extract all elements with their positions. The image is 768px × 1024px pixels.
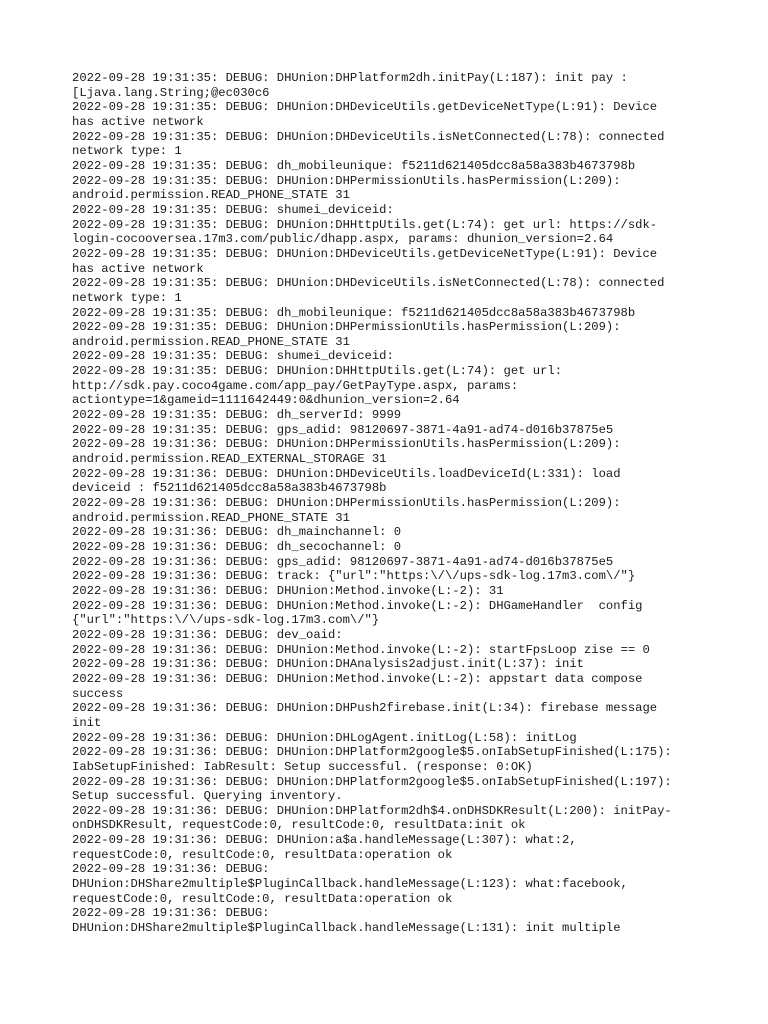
log-line: 2022-09-28 19:31:36: DEBUG: gps_adid: 98120697-3871-4a91-ad74-d016b37875e5 xyxy=(72,554,614,569)
log-text-block xyxy=(72,71,700,936)
log-line: 2022-09-28 19:31:35: DEBUG: shumei_deviceid: xyxy=(72,349,394,364)
log-line: 2022-09-28 19:31:36: DEBUG: dev_oaid: xyxy=(72,627,343,642)
log-line: [Ljava.lang.String;@ec030c6 xyxy=(72,85,270,100)
log-line: android.permission.READ_EXTERNAL_STORAGE 31 xyxy=(72,452,387,467)
log-line: 2022-09-28 19:31:35: DEBUG: DHUnion:DHDeviceUtils.isNetConnected(L:78): connected xyxy=(72,129,665,144)
log-line: requestCode:0, resultCode:0, resultData:operation ok xyxy=(72,891,453,906)
log-line: 2022-09-28 19:31:36: DEBUG: DHUnion:DHPlatform2google$5.onIabSetupFinished(L:197): xyxy=(72,774,672,789)
log-line: {"url":"https:\/\/ups-sdk-log.17m3.com\/"} xyxy=(72,613,380,628)
log-line: 2022-09-28 19:31:36: DEBUG: DHUnion:DHPlatform2dh$4.onDHSDKResult(L:200): initPay- xyxy=(72,803,672,818)
log-line: network type: 1 xyxy=(72,290,182,305)
log-line: 2022-09-28 19:31:36: DEBUG: DHUnion:DHPush2firebase.init(L:34): firebase message xyxy=(72,701,658,716)
log-line: has active network xyxy=(72,114,204,129)
log-line: requestCode:0, resultCode:0, resultData:operation ok xyxy=(72,847,453,862)
log-line: 2022-09-28 19:31:36: DEBUG: track: {"url":"https:\/\/ups-sdk-log.17m3.com\/"} xyxy=(72,569,636,584)
log-line: 2022-09-28 19:31:35: DEBUG: gps_adid: 98120697-3871-4a91-ad74-d016b37875e5 xyxy=(72,422,614,437)
log-line: DHUnion:DHShare2multiple$PluginCallback.handleMessage(L:131): init multiple xyxy=(72,921,621,936)
log-line: 2022-09-28 19:31:35: DEBUG: DHUnion:DHHttpUtils.get(L:74): get url: https://sdk- xyxy=(72,217,658,232)
log-line: 2022-09-28 19:31:36: DEBUG: DHUnion:DHPermissionUtils.hasPermission(L:209): xyxy=(72,437,621,452)
log-line: 2022-09-28 19:31:36: DEBUG: DHUnion:Method.invoke(L:-2): startFpsLoop zise == 0 xyxy=(72,642,650,657)
log-line: 2022-09-28 19:31:35: DEBUG: dh_mobileunique: f5211d621405dcc8a58a383b4673798b xyxy=(72,158,636,173)
log-line: 2022-09-28 19:31:36: DEBUG: DHUnion:DHAnalysis2adjust.init(L:37): init xyxy=(72,657,584,672)
log-line: 2022-09-28 19:31:36: DEBUG: DHUnion:Method.invoke(L:-2): appstart data compose xyxy=(72,671,643,686)
log-line: 2022-09-28 19:31:35: DEBUG: DHUnion:DHDeviceUtils.getDeviceNetType(L:91): Device xyxy=(72,246,658,261)
log-line: 2022-09-28 19:31:35: DEBUG: DHUnion:DHPermissionUtils.hasPermission(L:209): xyxy=(72,173,621,188)
log-line: 2022-09-28 19:31:35: DEBUG: DHUnion:DHDeviceUtils.getDeviceNetType(L:91): Device xyxy=(72,100,658,115)
log-line: 2022-09-28 19:31:36: DEBUG: DHUnion:DHLogAgent.initLog(L:58): initLog xyxy=(72,730,577,745)
log-line: 2022-09-28 19:31:36: DEBUG: DHUnion:DHDeviceUtils.loadDeviceId(L:331): load xyxy=(72,466,621,481)
log-line: 2022-09-28 19:31:35: DEBUG: shumei_deviceid: xyxy=(72,202,394,217)
log-line: onDHSDKResult, requestCode:0, resultCode:0, resultData:init ok xyxy=(72,818,526,833)
log-line: http://sdk.pay.coco4game.com/app_pay/GetPayType.aspx, params: xyxy=(72,378,519,393)
log-line: 2022-09-28 19:31:35: DEBUG: DHUnion:DHPlatform2dh.initPay(L:187): init pay : xyxy=(72,71,628,85)
log-line: init xyxy=(72,715,102,730)
log-line: DHUnion:DHShare2multiple$PluginCallback.handleMessage(L:123): what:facebook, xyxy=(72,877,628,892)
log-line: 2022-09-28 19:31:35: DEBUG: dh_serverId: 9999 xyxy=(72,408,402,423)
log-line: deviceid : f5211d621405dcc8a58a383b4673798b xyxy=(72,481,387,496)
log-line: 2022-09-28 19:31:36: DEBUG: DHUnion:a$a.handleMessage(L:307): what:2, xyxy=(72,833,577,848)
log-line: 2022-09-28 19:31:35: DEBUG: DHUnion:DHHttpUtils.get(L:74): get url: xyxy=(72,364,563,379)
log-line: android.permission.READ_PHONE_STATE 31 xyxy=(72,188,350,203)
log-line: Setup successful. Querying inventory. xyxy=(72,789,343,804)
log-line: login-cocooversea.17m3.com/public/dhapp.aspx, params: dhunion_version=2.64 xyxy=(72,232,614,247)
log-line: 2022-09-28 19:31:35: DEBUG: DHUnion:DHDeviceUtils.isNetConnected(L:78): connected xyxy=(72,276,665,291)
log-line: 2022-09-28 19:31:35: DEBUG: DHUnion:DHPermissionUtils.hasPermission(L:209): xyxy=(72,320,621,335)
log-line: 2022-09-28 19:31:35: DEBUG: dh_mobileunique: f5211d621405dcc8a58a383b4673798b xyxy=(72,305,636,320)
log-line: network type: 1 xyxy=(72,144,182,159)
log-line: 2022-09-28 19:31:36: DEBUG: xyxy=(72,906,270,921)
log-line: IabSetupFinished: IabResult: Setup successful. (response: 0:OK) xyxy=(72,759,533,774)
log-line: has active network xyxy=(72,261,204,276)
log-line: 2022-09-28 19:31:36: DEBUG: DHUnion:DHPermissionUtils.hasPermission(L:209): xyxy=(72,496,621,511)
log-line: 2022-09-28 19:31:36: DEBUG: dh_mainchannel: 0 xyxy=(72,525,402,540)
log-line: android.permission.READ_PHONE_STATE 31 xyxy=(72,510,350,525)
log-line: android.permission.READ_PHONE_STATE 31 xyxy=(72,334,350,349)
log-line: 2022-09-28 19:31:36: DEBUG: DHUnion:Method.invoke(L:-2): DHGameHandler config xyxy=(72,598,643,613)
log-line: success xyxy=(72,686,124,701)
log-line: actiontype=1&gameid=1111642449:0&dhunion_version=2.64 xyxy=(72,393,460,408)
log-line: 2022-09-28 19:31:36: DEBUG: xyxy=(72,862,270,877)
log-line: 2022-09-28 19:31:36: DEBUG: DHUnion:Method.invoke(L:-2): 31 xyxy=(72,583,504,598)
log-line: 2022-09-28 19:31:36: DEBUG: dh_secochannel: 0 xyxy=(72,540,402,554)
log-line: 2022-09-28 19:31:36: DEBUG: DHUnion:DHPlatform2google$5.onIabSetupFinished(L:175): xyxy=(72,745,672,760)
